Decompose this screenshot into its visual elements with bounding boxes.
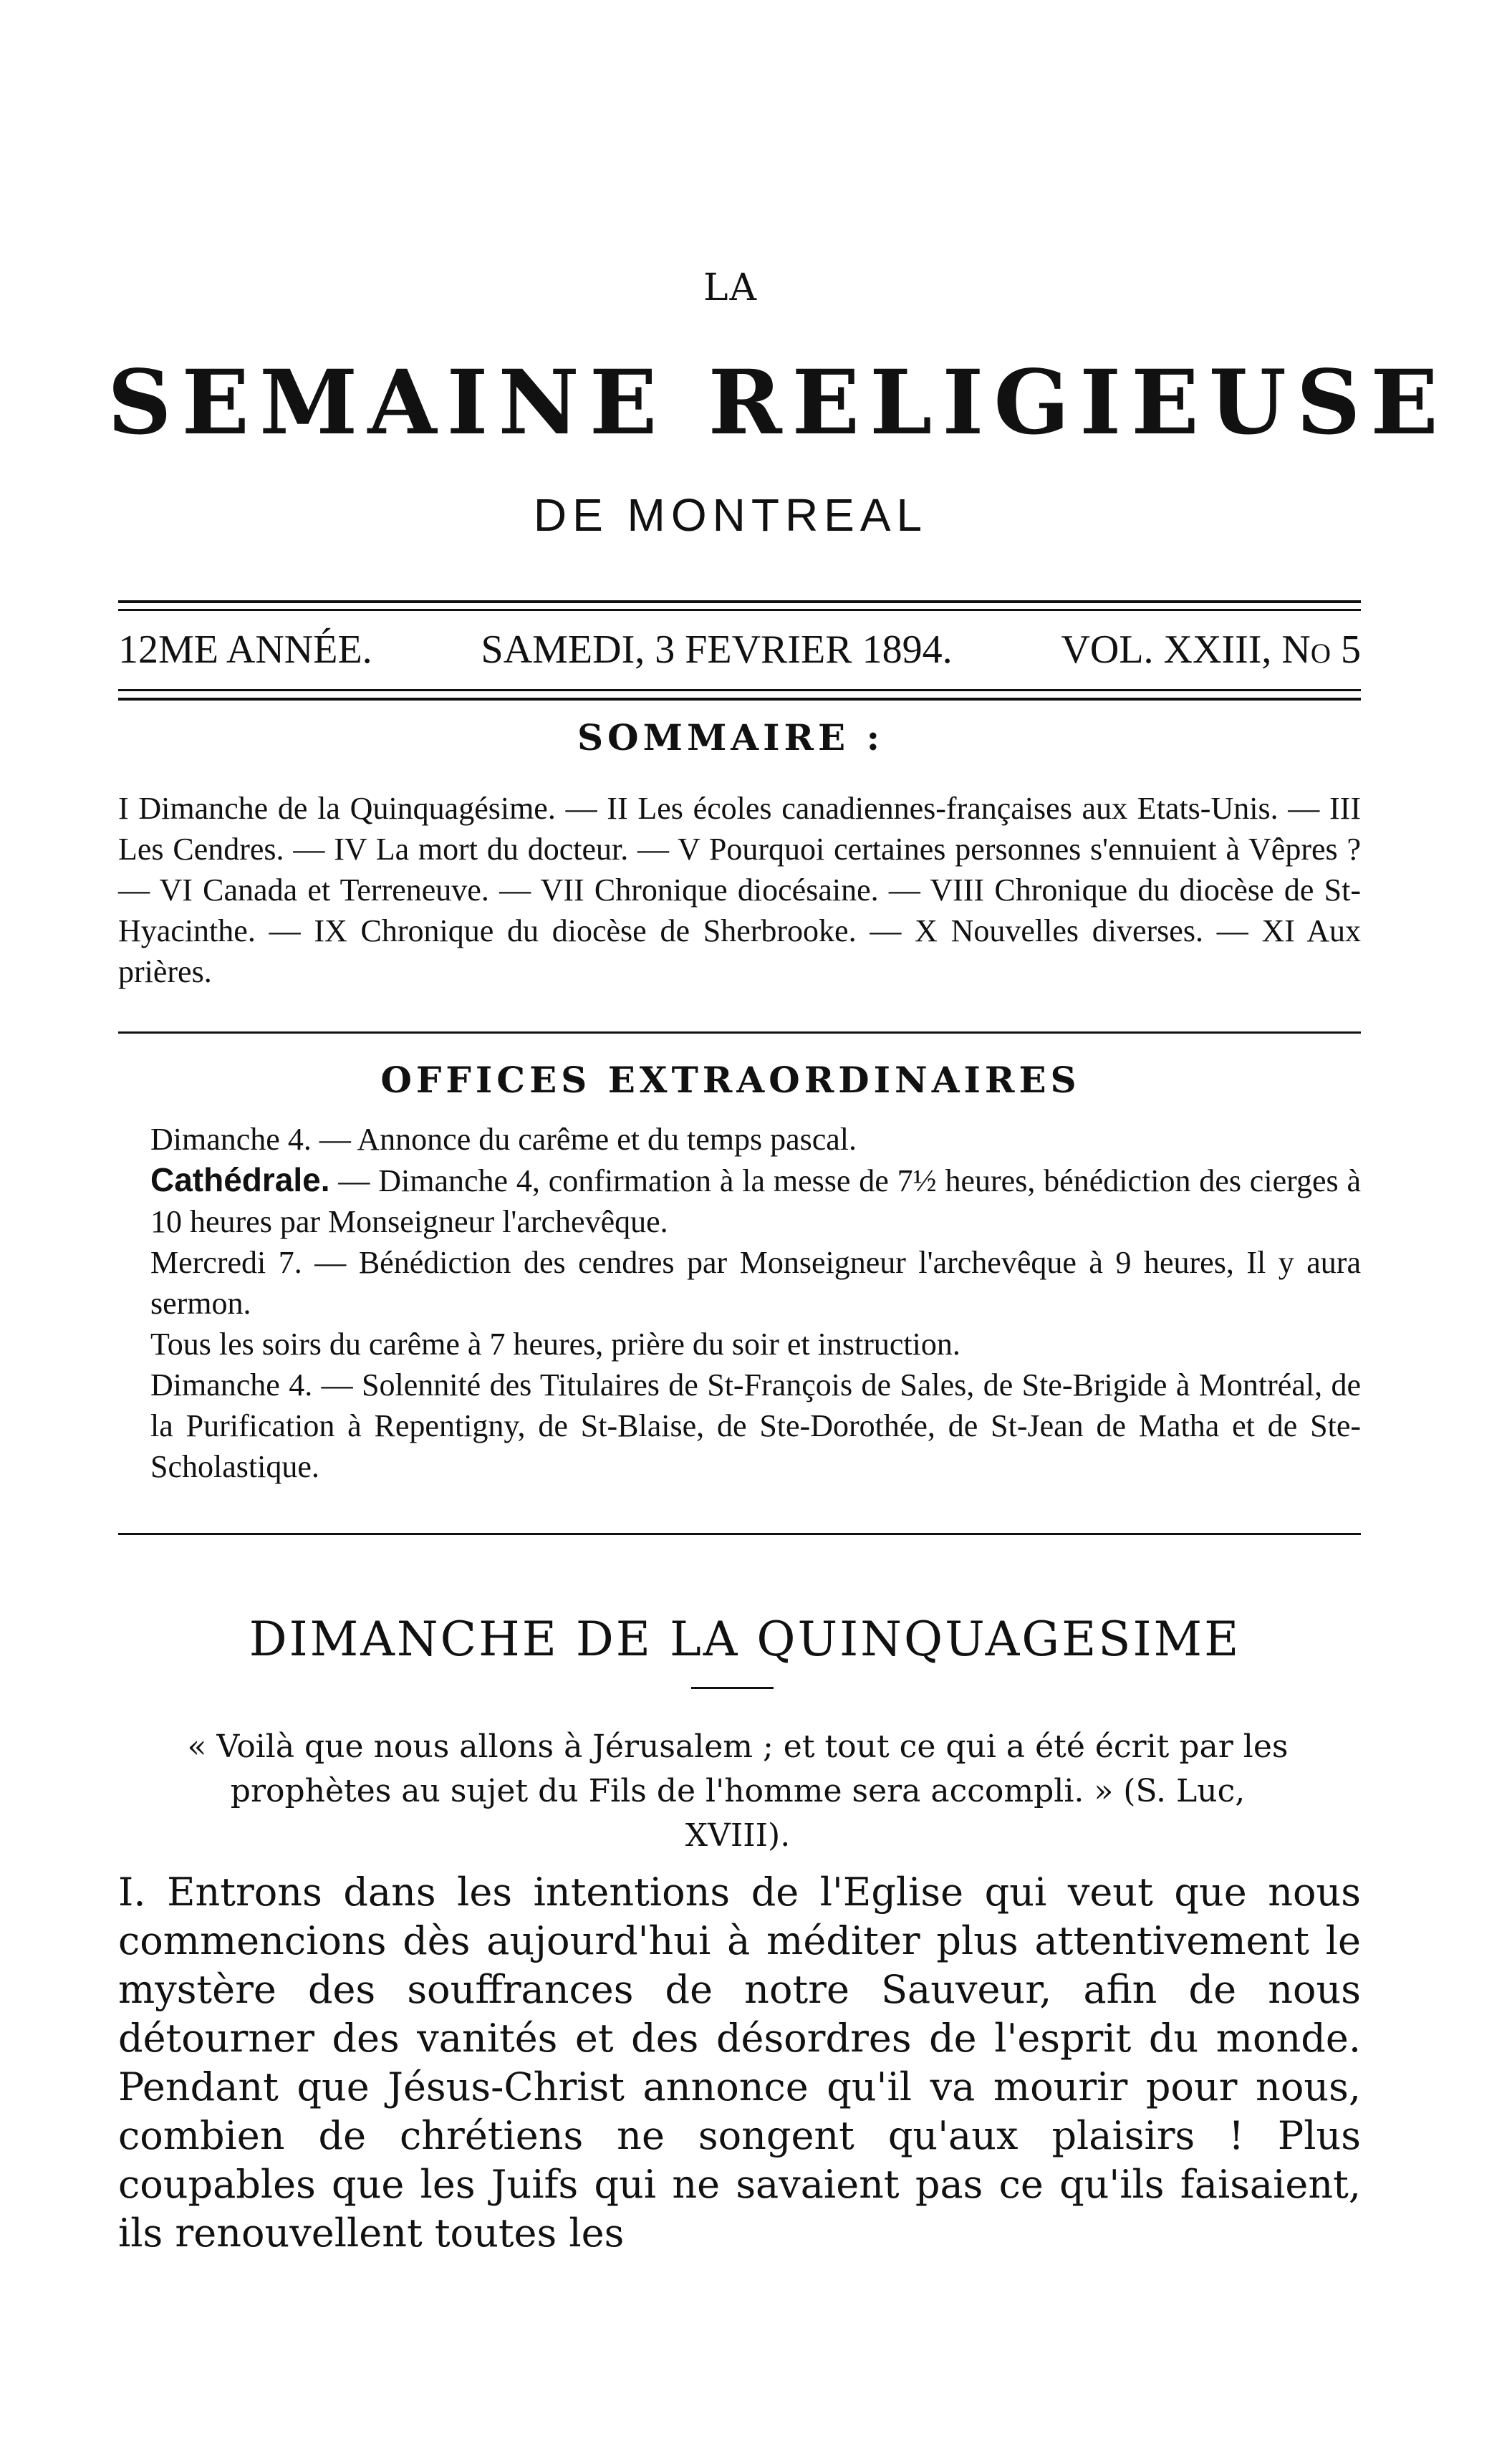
sommaire-text: I Dimanche de la Quinquagésime. — II Les écoles canadiennes-françaises aux Etats-Unis. — III Les Cendres. — IV La mort du docteur. — V Pourquoi certaines personnes s'ennuient à Vêpres ? — VI Canada et Terreneuve. — VII Chronique diocésaine. — VIII Chronique du diocèse de St-Hyacinthe. — IX Chronique du diocèse de Sherbrooke. — X Nouvelles diverses. — XI Aux prières. [118, 791, 1361, 989]
article-epigraph: « Voilà que nous allons à Jérusalem ; et tout ce qui a été écrit par les prophètes au sujet du Fils de l'homme sera accompli. » (S. Luc, XVIII). [187, 1728, 1289, 1854]
masthead-title: SEMAINE RELIGIEUSE [107, 351, 1448, 455]
rule-double-top-1 [118, 600, 1361, 603]
rule-after-sommaire [118, 1031, 1361, 1034]
masthead-subtitle: DE MONTREAL [533, 489, 928, 541]
office-line-soirs: Tous les soirs du carême à 7 heures, prière du soir et instruction. [150, 1327, 960, 1362]
office-line-mercredi: Mercredi 7. — Bénédiction des cendres par Monseigneur l'archevêque à 9 heures, Il y aura sermon. [150, 1245, 1361, 1321]
rule-after-offices [118, 1533, 1361, 1535]
issue-date: SAMEDI, 3 FEVRIER 1894. [481, 627, 953, 672]
cathedrale-text: — Dimanche 4, confirmation à la messe de 7½ heures, bénédiction des cierges à 10 heures par Monseigneur l'archevêque. [150, 1163, 1361, 1239]
issue-line [118, 627, 1361, 673]
office-line-dimanche: Dimanche 4. — Annonce du carême et du temps pascal. [150, 1122, 857, 1157]
office-line-titulaires: Dimanche 4. — Solennité des Titulaires de St-François de Sales, de Ste-Brigide à Montréal, de la Purification à Repentigny, de St-Blaise, de Ste-Dorothée, de St-Jean de Matha et de Ste-Scholastique. [150, 1367, 1361, 1484]
article-body: I. Entrons dans les intentions de l'Eglise qui veut que nous commencions dès aujourd'hui à méditer plus attentivement le mystère des souffrances de notre Sauveur, afin de nous détourner des vanités et des désordres de l'esprit du monde. Pendant que Jésus-Christ annonce qu'il va mourir pour nous, combien de chrétiens ne songent qu'aux plaisirs ! Plus coupables que les Juifs qui ne savaient pas ce qu'ils faisaient, ils renouvellent toutes les [118, 1870, 1361, 2256]
rule-double-bottom-2 [118, 698, 1361, 701]
offices-list [118, 1119, 1361, 1487]
masthead-la: LA [703, 266, 759, 309]
rule-double-top-2 [118, 609, 1361, 611]
rule-double-bottom-1 [118, 689, 1361, 691]
office-line-cathedrale [118, 1160, 1361, 1242]
sommaire-heading: SOMMAIRE : [577, 716, 885, 759]
offices-heading: OFFICES EXTRAORDINAIRES [380, 1059, 1081, 1101]
cathedrale-label: Cathédrale. [150, 1161, 330, 1198]
issue-year: 12ME ANNÉE. [118, 627, 372, 672]
issue-volume: VOL. XXIII, No 5 [1061, 627, 1361, 672]
rule-under-title [691, 1687, 774, 1689]
article-title: DIMANCHE DE LA QUINQUAGESIME [249, 1612, 1241, 1667]
